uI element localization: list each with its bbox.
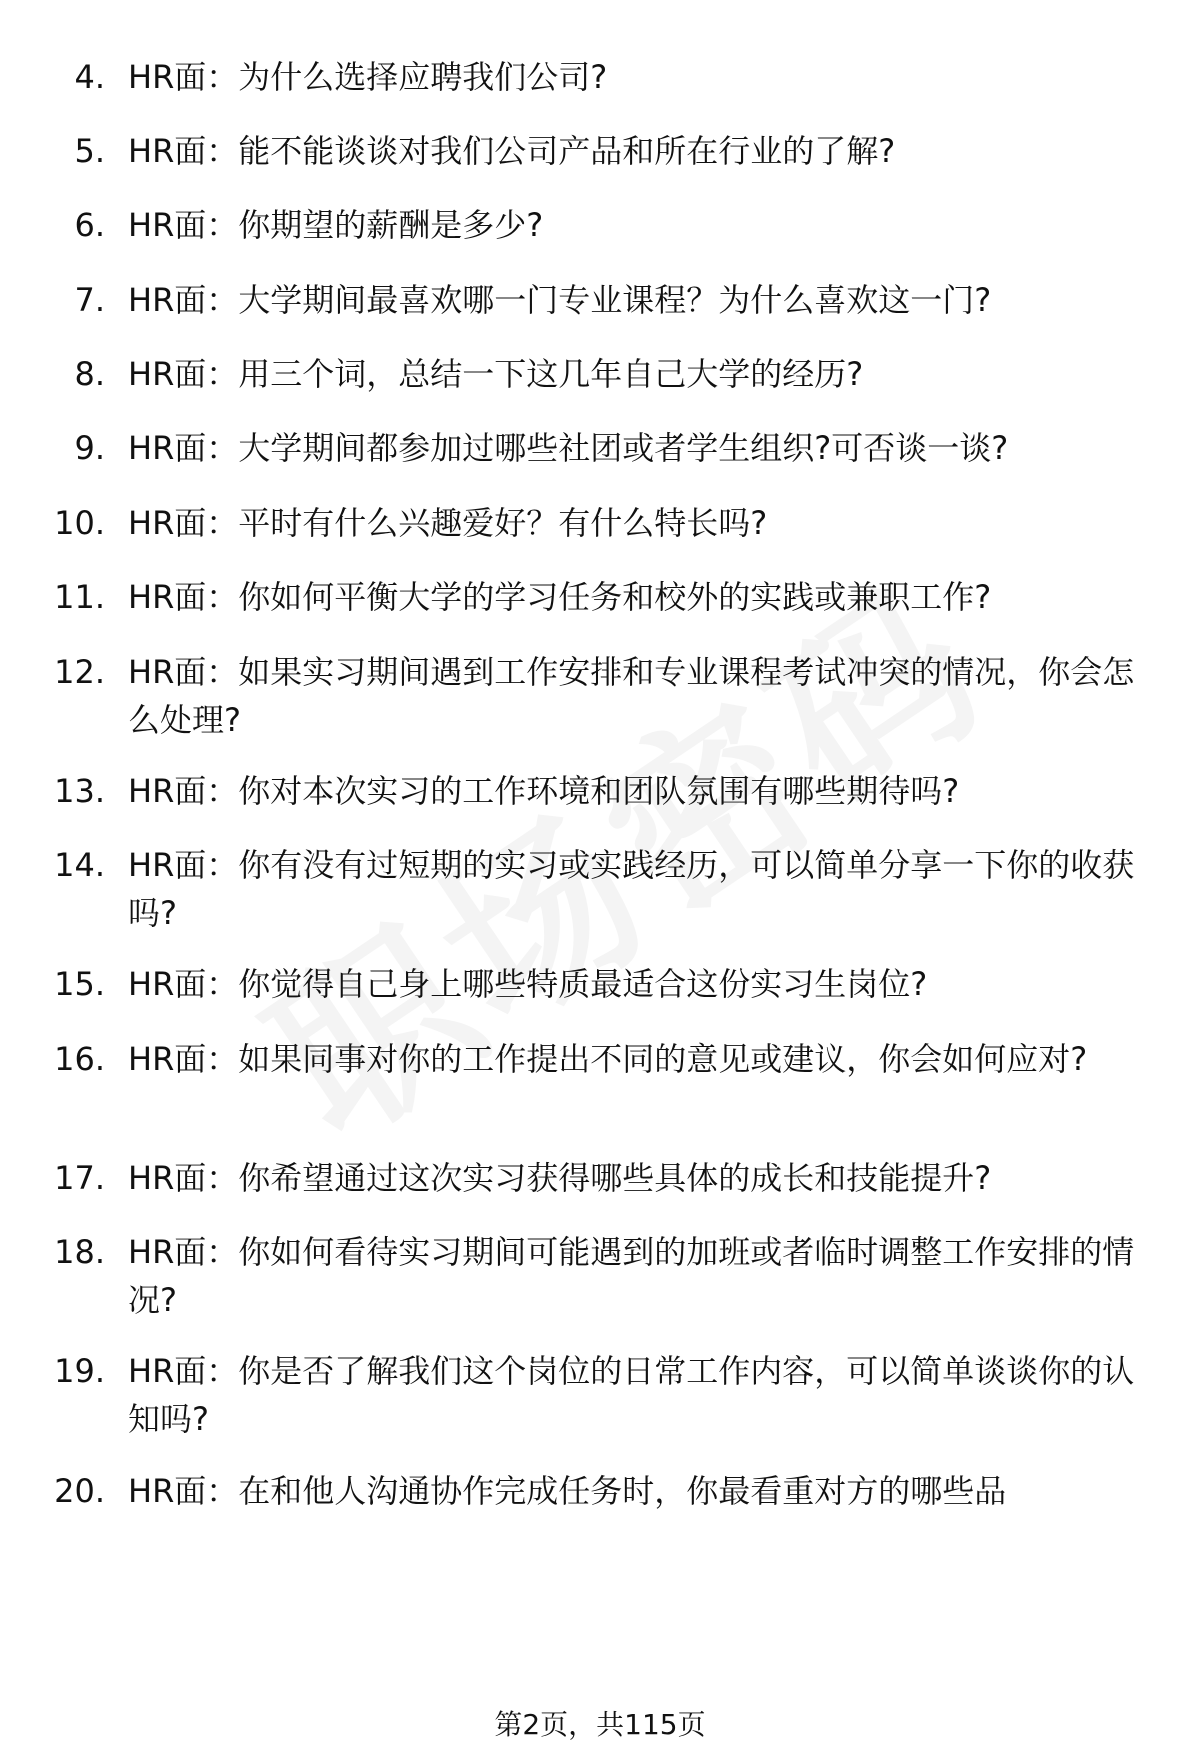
item-number: 6. [74,206,105,244]
item-text: HR面：你如何平衡大学的学习任务和校外的实践或兼职工作? [128,578,992,616]
item-text: HR面：用三个词，总结一下这几年自己大学的经历? [128,355,864,393]
item-text: HR面：你有没有过短期的实习或实践经历，可以简单分享一下你的收获吗? [128,846,1135,932]
item-number: 14. [54,846,105,884]
item-text: HR面：你是否了解我们这个岗位的日常工作内容，可以简单谈谈你的认知吗? [128,1352,1135,1438]
item-text: HR面：在和他人沟通协作完成任务时，你最看重对方的哪些品 [128,1472,1007,1510]
item-number: 8. [74,355,105,393]
item-number: 18. [54,1233,105,1271]
item-number: 10. [54,504,105,542]
item-number: 17. [54,1159,105,1197]
item-text: HR面：你期望的薪酬是多少? [128,206,544,244]
item-text: HR面：能不能谈谈对我们公司产品和所在行业的了解? [128,132,896,170]
item-text: HR面：平时有什么兴趣爱好？有什么特长吗? [128,504,768,542]
item-number: 7. [74,281,105,319]
item-text: HR面：你觉得自己身上哪些特质最适合这份实习生岗位? [128,965,928,1003]
item-text: HR面：为什么选择应聘我们公司? [128,58,608,96]
item-number: 9. [74,429,105,467]
item-text: HR面：你希望通过这次实习获得哪些具体的成长和技能提升? [128,1159,992,1197]
item-number: 12. [54,653,105,691]
item-number: 5. [74,132,105,170]
item-number: 15. [54,965,105,1003]
item-text: HR面：你如何看待实习期间可能遇到的加班或者临时调整工作安排的情况? [128,1233,1135,1319]
item-number: 20. [54,1472,105,1510]
item-number: 19. [54,1352,105,1390]
item-number: 4. [74,58,105,96]
item-text: HR面：大学期间最喜欢哪一门专业课程？为什么喜欢这一门? [128,281,992,319]
item-text: HR面：如果实习期间遇到工作安排和专业课程考试冲突的情况，你会怎么处理? [128,653,1135,739]
page-footer: 第2页，共115页 [494,1708,706,1741]
item-number: 13. [54,772,105,810]
item-text: HR面：如果同事对你的工作提出不同的意见或建议，你会如何应对? [128,1040,1088,1078]
item-number: 11. [54,578,105,616]
item-text: HR面：你对本次实习的工作环境和团队氛围有哪些期待吗? [128,772,960,810]
item-text: HR面：大学期间都参加过哪些社团或者学生组织?可否谈一谈? [128,429,1009,467]
item-number: 16. [54,1040,105,1078]
